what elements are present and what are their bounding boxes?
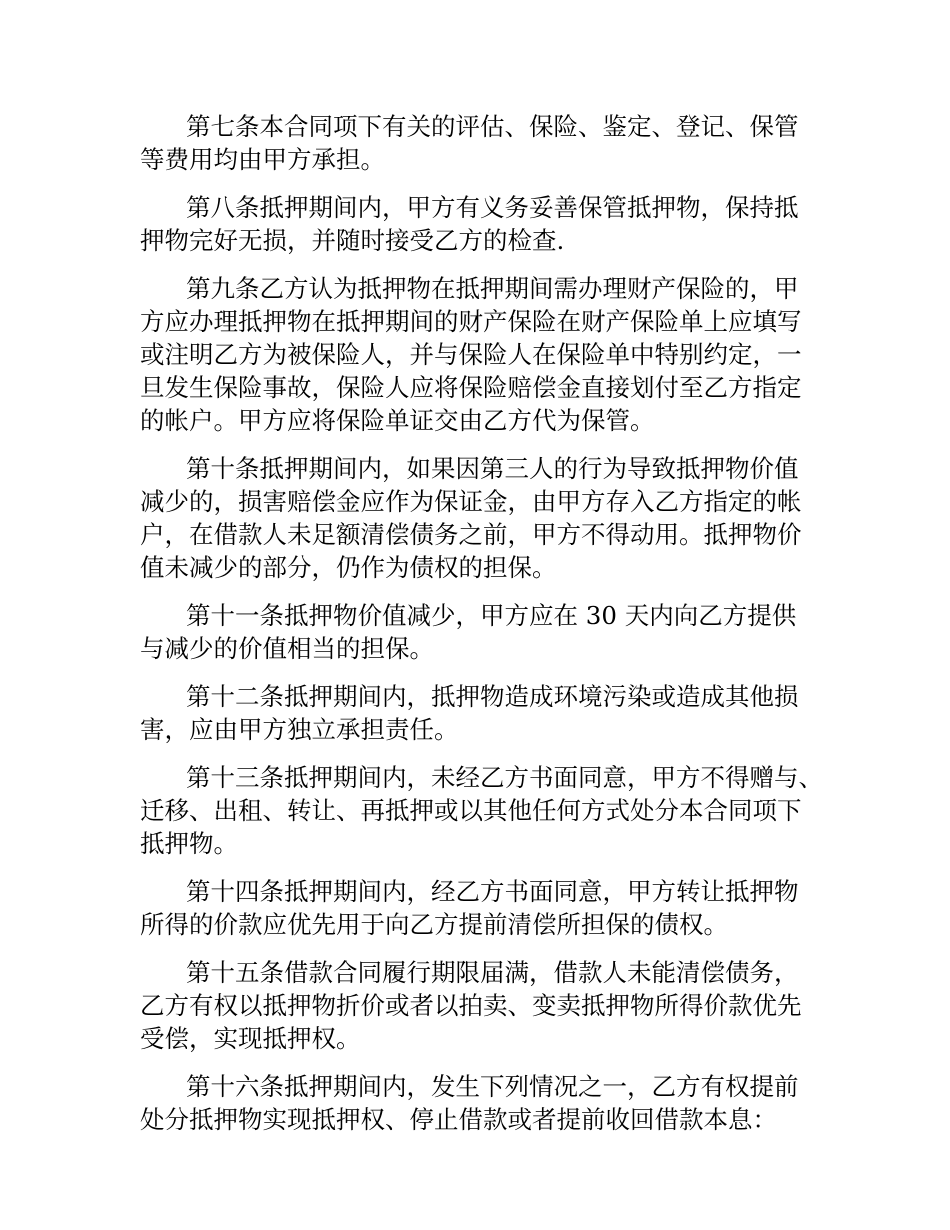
clause-line: 第九条乙方认为抵押物在抵押期间需办理财产保险的，甲 [186, 274, 799, 303]
clause-10 [140, 452, 816, 584]
clause-line: 或注明乙方为被保险人，并与保险人在保险单中特别约定，一 [140, 340, 802, 369]
clause-line: 的帐户。甲方应将保险单证交由乙方代为保管。 [140, 406, 655, 435]
clause-line: 押物完好无损，并随时接受乙方的检查. [140, 226, 565, 255]
clause-13 [140, 761, 823, 860]
clause-line: 第十五条借款合同履行期限届满，借款人未能清偿债务， [186, 958, 799, 987]
clause-line: 值未减少的部分，仍作为债权的担保。 [140, 553, 557, 582]
clause-line: 等费用均由甲方承担。 [140, 145, 385, 174]
clause-line: 减少的，损害赔偿金应作为保证金，由甲方存入乙方指定的帐 [140, 487, 802, 516]
clause-12 [140, 680, 816, 746]
clause-16 [140, 1070, 816, 1136]
clause-line: 旦发生保险事故，保险人应将保险赔偿金直接划付至乙方指定 [140, 373, 802, 402]
clause-line: 第八条抵押期间内，甲方有义务妥善保管抵押物，保持抵 [186, 193, 799, 222]
clause-line: 处分抵押物实现抵押权、停止借款或者提前收回借款本息： [140, 1105, 777, 1134]
clause-line: 乙方有权以抵押物折价或者以拍卖、变卖抵押物所得价款优先 [140, 991, 802, 1020]
clause-list [140, 110, 823, 1151]
clause-line: 抵押物。 [140, 829, 238, 858]
clause-line: 户，在借款人未足额清偿债务之前，甲方不得动用。抵押物价 [140, 520, 802, 549]
clause-14 [140, 875, 816, 941]
clause-8 [140, 191, 816, 257]
clause-9 [140, 272, 816, 437]
clause-line: 所得的价款应优先用于向乙方提前清偿所担保的债权。 [140, 910, 728, 939]
clause-line: 第十条抵押期间内，如果因第三人的行为导致抵押物价值 [186, 454, 799, 483]
clause-line: 受偿，实现抵押权。 [140, 1024, 361, 1053]
clause-line: 方应办理抵押物在抵押期间的财产保险在财产保险单上应填写 [140, 307, 802, 336]
clause-line: 害，应由甲方独立承担责任。 [140, 715, 459, 744]
clause-line: 与减少的价值相当的担保。 [140, 634, 434, 663]
clause-line: 第七条本合同项下有关的评估、保险、鉴定、登记、保管 [186, 112, 799, 141]
clause-7 [140, 110, 816, 176]
clause-line: 第十四条抵押期间内，经乙方书面同意，甲方转让抵押物 [186, 877, 799, 906]
clause-line: 第十一条抵押物价值减少，甲方应在 30 天内向乙方提供 [186, 601, 797, 630]
clause-line: 第十六条抵押期间内，发生下列情况之一，乙方有权提前 [186, 1072, 799, 1101]
clause-line: 第十三条抵押期间内，未经乙方书面同意，甲方不得赠与、 [186, 763, 823, 792]
clause-line: 第十二条抵押期间内，抵押物造成环境污染或造成其他损 [186, 682, 799, 711]
clause-line: 迁移、出租、转让、再抵押或以其他任何方式处分本合同项下 [140, 796, 802, 825]
clause-11 [140, 599, 816, 665]
clause-15 [140, 956, 816, 1055]
